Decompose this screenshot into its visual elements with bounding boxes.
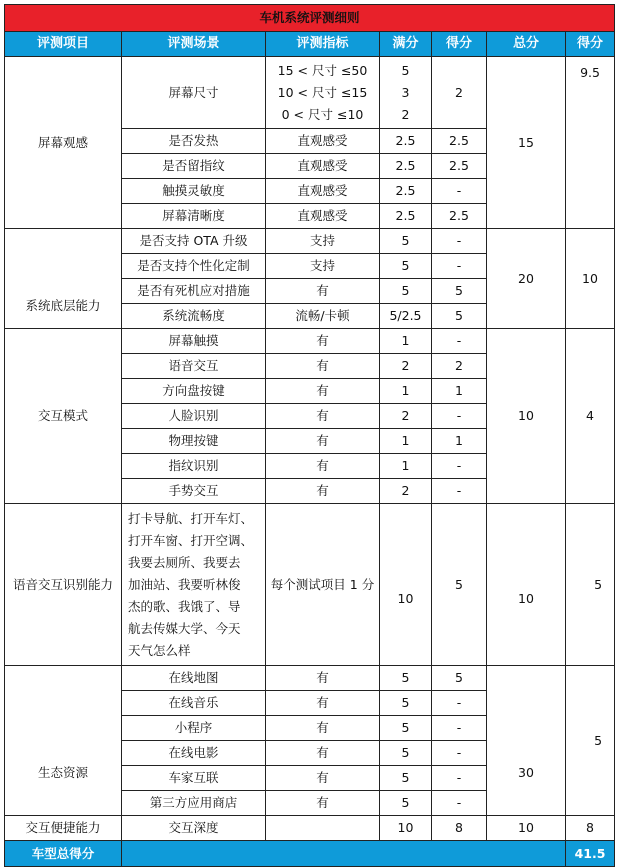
voice-scene-line: 航去传媒大学、今天	[128, 620, 241, 636]
scene-cell: 在线音乐	[122, 691, 266, 716]
score-cell: 2	[432, 57, 487, 129]
score-cell: -	[432, 766, 487, 791]
total-voice: 10	[487, 504, 566, 666]
score-cell: -	[432, 716, 487, 741]
scene-cell: 触摸灵敏度	[122, 179, 266, 204]
score-cell: -	[432, 179, 487, 204]
scene-cell: 人脸识别	[122, 404, 266, 429]
criteria-cell: 有	[266, 791, 380, 816]
header-final-score: 得分	[566, 32, 615, 57]
full-score-line: 3	[401, 84, 410, 100]
final-score-screen: 9.5	[566, 57, 615, 229]
score-cell: 8	[432, 816, 487, 841]
full-score-cell: 5	[380, 716, 432, 741]
full-score-cell: 2.5	[380, 204, 432, 229]
full-score-cell: 1	[380, 454, 432, 479]
full-score-cell: 5	[380, 741, 432, 766]
full-score-cell: 2	[380, 479, 432, 504]
score-cell: -	[432, 741, 487, 766]
table-row	[5, 504, 615, 666]
full-score-cell: 10	[380, 816, 432, 841]
scene-cell: 是否支持 OTA 升级	[122, 229, 266, 254]
full-score-line: 2	[401, 106, 410, 122]
full-score-cell: 5	[380, 766, 432, 791]
criteria-cell: 有	[266, 741, 380, 766]
scene-cell: 指纹识别	[122, 454, 266, 479]
category-interaction: 交互模式	[5, 329, 122, 504]
criteria-cell: 支持	[266, 254, 380, 279]
scene-cell: 在线电影	[122, 741, 266, 766]
scene-cell: 屏幕清晰度	[122, 204, 266, 229]
category-screen: 屏幕观感	[5, 57, 122, 229]
criteria-cell: 有	[266, 429, 380, 454]
scene-cell: 第三方应用商店	[122, 791, 266, 816]
voice-scene-line: 杰的歌、我饿了、导	[128, 598, 241, 614]
criteria-cell: 有	[266, 379, 380, 404]
category-system: 系统底层能力	[5, 229, 122, 329]
table-row	[5, 57, 615, 129]
criteria-cell: 有	[266, 354, 380, 379]
score-cell: 2.5	[432, 129, 487, 154]
score-cell: 5	[432, 279, 487, 304]
final-score-convenience: 8	[566, 816, 615, 841]
score-cell: -	[432, 691, 487, 716]
scene-cell: 是否有死机应对措施	[122, 279, 266, 304]
score-cell: -	[432, 329, 487, 354]
final-score-system: 10	[566, 229, 615, 329]
score-cell: -	[432, 229, 487, 254]
score-cell: -	[432, 404, 487, 429]
scene-cell: 系统流畅度	[122, 304, 266, 329]
full-score-line: 5	[401, 62, 410, 78]
full-score-cell: 5	[380, 666, 432, 691]
criteria-cell	[266, 57, 380, 129]
full-score-cell: 5	[380, 791, 432, 816]
voice-scene-line: 天气怎么样	[128, 642, 191, 658]
voice-scene-line: 我要去厕所、我要去	[128, 554, 241, 570]
scene-cell: 在线地图	[122, 666, 266, 691]
score-cell: 5	[432, 666, 487, 691]
footer-label: 车型总得分	[5, 841, 122, 867]
total-convenience: 10	[487, 816, 566, 841]
table-title: 车机系统评测细则	[5, 5, 615, 32]
scene-cell: 方向盘按键	[122, 379, 266, 404]
table-row	[5, 816, 615, 841]
criteria-line: 15 < 尺寸 ≤50	[277, 62, 368, 78]
final-score-ecosystem: 5	[566, 666, 615, 816]
header-row	[5, 32, 615, 57]
criteria-cell: 有	[266, 691, 380, 716]
criteria-cell: 有	[266, 404, 380, 429]
score-cell: 2	[432, 354, 487, 379]
header-total: 总分	[487, 32, 566, 57]
voice-scene-cell	[122, 504, 266, 666]
total-ecosystem: 30	[487, 666, 566, 816]
category-convenience: 交互便捷能力	[5, 816, 122, 841]
criteria-cell: 每个测试项目 1 分	[266, 504, 380, 666]
criteria-cell: 有	[266, 716, 380, 741]
score-cell: 2.5	[432, 154, 487, 179]
score-cell: 1	[432, 429, 487, 454]
full-score-cell: 5	[380, 691, 432, 716]
criteria-cell: 有	[266, 454, 380, 479]
category-ecosystem: 生态资源	[5, 666, 122, 816]
score-cell: 5	[432, 504, 487, 666]
criteria-cell: 有	[266, 279, 380, 304]
title-row	[5, 5, 615, 32]
total-screen: 15	[487, 57, 566, 229]
total-system: 20	[487, 229, 566, 329]
scene-cell: 车家互联	[122, 766, 266, 791]
full-score-cell: 5	[380, 254, 432, 279]
full-score-cell: 2.5	[380, 154, 432, 179]
header-full-score: 满分	[380, 32, 432, 57]
criteria-cell: 有	[266, 479, 380, 504]
header-criteria: 评测指标	[266, 32, 380, 57]
final-score-voice: 5	[566, 504, 615, 666]
header-score: 得分	[432, 32, 487, 57]
score-cell: 1	[432, 379, 487, 404]
table-row	[5, 329, 615, 354]
score-cell: 2.5	[432, 204, 487, 229]
scene-cell: 屏幕触摸	[122, 329, 266, 354]
header-scene: 评测场景	[122, 32, 266, 57]
scene-cell: 屏幕尺寸	[122, 57, 266, 129]
table-row	[5, 666, 615, 691]
score-cell: -	[432, 454, 487, 479]
criteria-cell: 支持	[266, 229, 380, 254]
full-score-cell	[380, 57, 432, 129]
header-category: 评测项目	[5, 32, 122, 57]
criteria-cell: 直观感受	[266, 179, 380, 204]
full-score-cell: 10	[380, 504, 432, 666]
criteria-cell: 有	[266, 329, 380, 354]
scene-cell: 是否留指纹	[122, 154, 266, 179]
scene-cell: 是否发热	[122, 129, 266, 154]
criteria-cell: 流畅/卡顿	[266, 304, 380, 329]
criteria-line: 10 < 尺寸 ≤15	[277, 84, 368, 100]
score-cell: -	[432, 479, 487, 504]
full-score-cell: 2.5	[380, 179, 432, 204]
score-cell: 5	[432, 304, 487, 329]
scene-cell: 手势交互	[122, 479, 266, 504]
full-score-cell: 5	[380, 229, 432, 254]
full-score-cell: 1	[380, 379, 432, 404]
scene-cell: 语音交互	[122, 354, 266, 379]
full-score-cell: 2	[380, 404, 432, 429]
score-cell: -	[432, 254, 487, 279]
footer-spacer	[122, 841, 566, 867]
total-interaction: 10	[487, 329, 566, 504]
voice-scene-line: 打卡导航、打开车灯、	[128, 510, 254, 526]
criteria-cell: 直观感受	[266, 154, 380, 179]
full-score-cell: 1	[380, 429, 432, 454]
full-score-cell: 5/2.5	[380, 304, 432, 329]
voice-scene-line: 打开车窗、打开空调、	[128, 532, 254, 548]
scene-cell: 交互深度	[122, 816, 266, 841]
full-score-cell: 1	[380, 329, 432, 354]
scene-cell: 小程序	[122, 716, 266, 741]
evaluation-table	[4, 4, 615, 867]
scene-cell: 是否支持个性化定制	[122, 254, 266, 279]
criteria-line: 0 < 尺寸 ≤10	[281, 106, 364, 122]
criteria-cell	[266, 816, 380, 841]
table-row	[5, 229, 615, 254]
criteria-cell: 有	[266, 766, 380, 791]
voice-scene-line: 加油站、我要听林俊	[128, 576, 241, 592]
scene-cell: 物理按键	[122, 429, 266, 454]
full-score-cell: 5	[380, 279, 432, 304]
footer-total-score: 41.5	[566, 841, 615, 867]
score-cell: -	[432, 791, 487, 816]
criteria-cell: 直观感受	[266, 129, 380, 154]
evaluation-sheet	[4, 4, 614, 867]
full-score-cell: 2	[380, 354, 432, 379]
footer-row	[5, 841, 615, 867]
final-score-interaction: 4	[566, 329, 615, 504]
full-score-cell: 2.5	[380, 129, 432, 154]
criteria-cell: 有	[266, 666, 380, 691]
criteria-cell: 直观感受	[266, 204, 380, 229]
category-voice: 语音交互识别能力	[5, 504, 122, 666]
